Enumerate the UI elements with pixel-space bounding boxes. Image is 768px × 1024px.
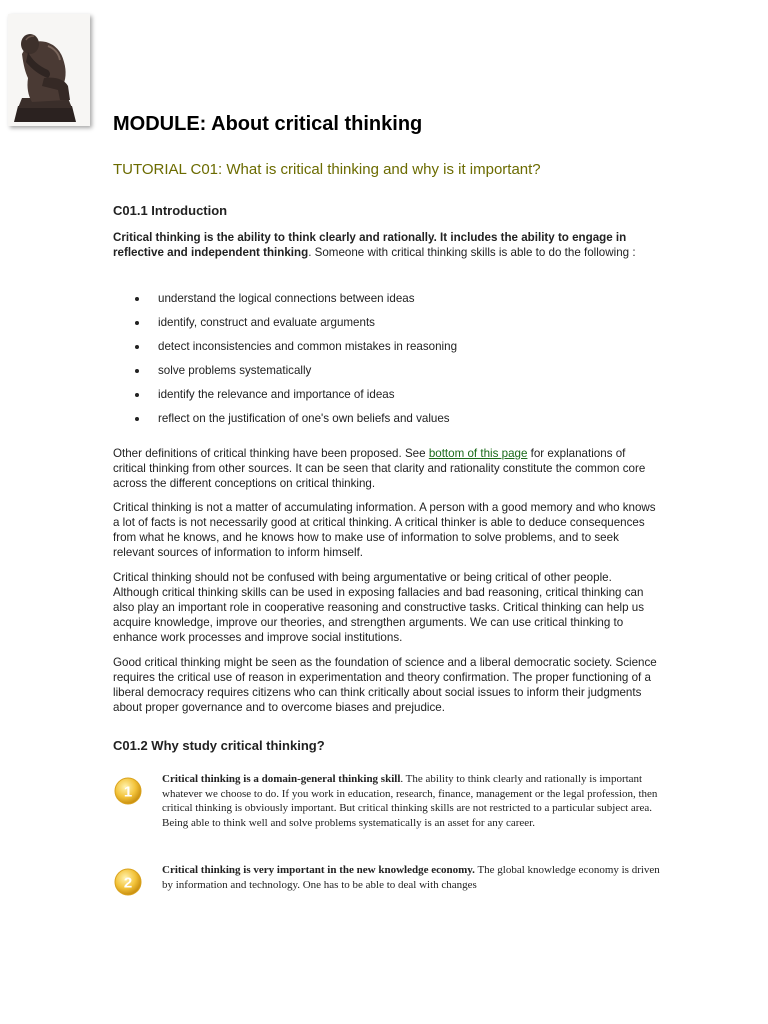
list-item xyxy=(113,338,658,362)
why-item-1-text xyxy=(162,772,662,830)
list-item xyxy=(113,362,658,386)
intro-rest: . Someone with critical thinking skills is able to do the following : xyxy=(308,246,636,259)
bullet-icon xyxy=(135,297,139,301)
intro-definition-bold: Critical thinking is the ability to think clearly and rationally. It includes the ability to engage in reflective and independent thinking xyxy=(113,231,627,259)
section-introduction-title: C01.1 Introduction xyxy=(113,203,228,218)
number-two-icon xyxy=(113,867,143,897)
bottom-of-page-link[interactable]: bottom of this page xyxy=(428,447,528,460)
bullet-icon xyxy=(135,393,139,397)
bullet-icon xyxy=(135,369,139,373)
foundation-paragraph: Good critical thinking might be seen as the foundation of science and a liberal democratic society. Science requires the critical use of reason in experimentation and theory confirmation. The proper functioning of a liberal democracy requires citizens who can think critically about social issues to inform their judgments about proper governance and to overcome biases and prejudice. xyxy=(113,656,657,714)
definitions-text-start: Other definitions of critical thinking have been proposed. See xyxy=(113,447,429,460)
svg-text:1: 1 xyxy=(123,783,133,801)
list-item-text: reflect on the justification of one's own beliefs and values xyxy=(158,412,450,425)
why-item-1-body: . The ability to think clearly and rationally is important whatever we choose to do. If you work in education, research, finance, management or the legal profession, then critical thinking is obviously important. But critical thinking skills are not restricted to a particular subject area. Being able to think well and solve problems systematically is an asset for any career. xyxy=(162,773,658,829)
not-argumentative-paragraph: Critical thinking should not be confused with being argumentative or being critical of other people. Although critical thinking skills can be used in exposing fallacies and bad reasoning, critical thinking can also play an important role in cooperative reasoning and constructive tasks. Critical thinking can help us acquire knowledge, improve our theories, and strengthen arguments. We can use critical thinking to enhance work processes and improve social institutions. xyxy=(113,571,645,644)
svg-text:2: 2 xyxy=(123,874,133,892)
skills-list xyxy=(113,290,658,434)
thinker-statue-icon xyxy=(8,14,90,126)
why-item-2-heading: Critical thinking is very important in the new knowledge economy. xyxy=(162,864,475,876)
thinker-statue-image xyxy=(8,14,90,126)
why-item-2-text xyxy=(162,863,662,892)
why-item-1-heading: Critical thinking is a domain-general thinking skill xyxy=(162,773,401,785)
tutorial-title: TUTORIAL C01: What is critical thinking and why is it important? xyxy=(113,161,541,178)
bullet-icon xyxy=(135,321,139,325)
module-title: MODULE: About critical thinking xyxy=(113,113,423,135)
list-item-text: detect inconsistencies and common mistakes in reasoning xyxy=(158,340,458,353)
definitions-text-end: for explanations of critical thinking from other sources. It can be seen that clarity and rationality constitute the common core across the different conceptions on critical thinking. xyxy=(113,447,646,490)
list-item-text: identify, construct and evaluate arguments xyxy=(158,316,375,329)
section-why-study-title: C01.2 Why study critical thinking? xyxy=(113,738,325,753)
list-item xyxy=(113,290,658,314)
intro-paragraph xyxy=(113,230,658,260)
number-one-icon xyxy=(113,776,143,806)
list-item xyxy=(113,314,658,338)
list-item xyxy=(113,386,658,410)
bullet-icon xyxy=(135,345,139,349)
list-item xyxy=(113,410,658,434)
list-item-text: solve problems systematically xyxy=(158,364,312,377)
bullet-icon xyxy=(135,417,139,421)
accumulating-info-paragraph: Critical thinking is not a matter of accumulating information. A person with a good memory and who knows a lot of facts is not necessarily good at critical thinking. A critical thinker is able to deduce consequences from what he knows, and he knows how to make use of information to solve problems, and to seek relevant sources of information to inform himself. xyxy=(113,501,656,559)
why-item-2-body: The global knowledge economy is driven by information and technology. One has to be able to deal with changes xyxy=(162,864,660,891)
definitions-paragraph xyxy=(113,446,658,491)
list-item-text: identify the relevance and importance of ideas xyxy=(158,388,395,401)
list-item-text: understand the logical connections between ideas xyxy=(158,292,415,305)
